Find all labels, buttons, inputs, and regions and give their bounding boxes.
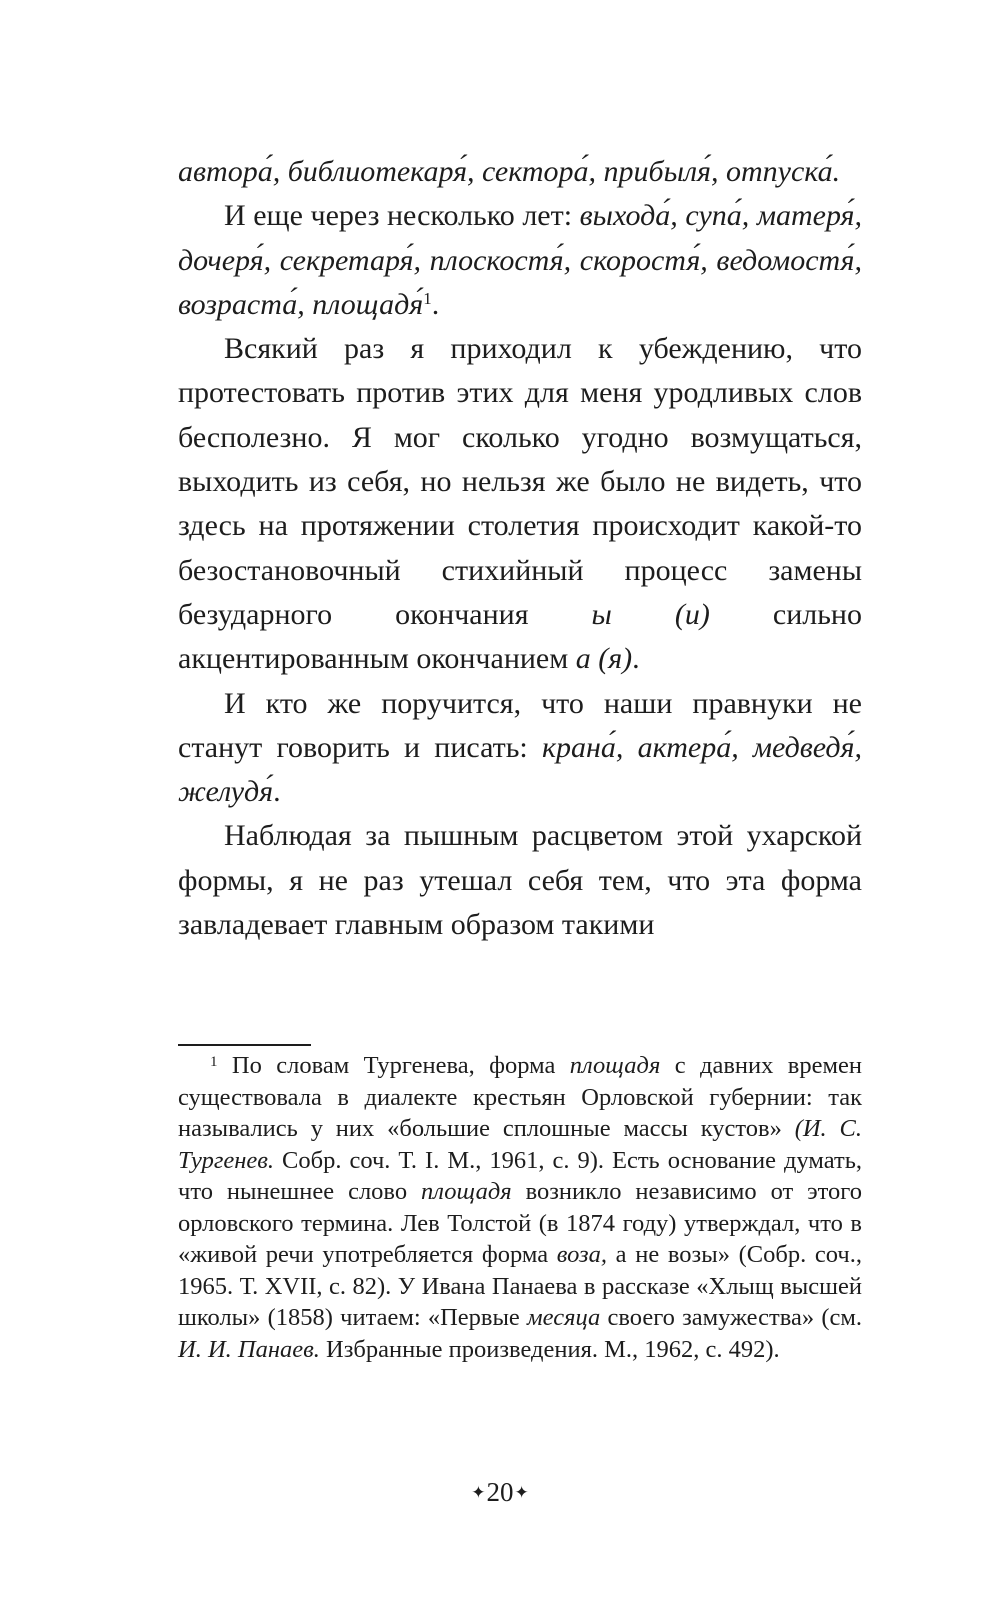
italic-words: автора́, библиотекаря́, сектора́, прибыля́, отпуска́. (178, 155, 841, 188)
footnote-divider (178, 1044, 311, 1046)
paragraph-1 (178, 150, 862, 194)
footnote-text: $^1$ По словам Тургенева, форма площадя с давних времен существовала в диалекте крестьян Орловской губернии: так назывались у них «большие сплошные массы кустов» (И. С. Тургенев. Собр. соч. Т. I. М., 1961, с. 9). Есть основание думать, что нынешнее слово площадя возникло независимо от этого орловского термина. Лев Толстой (в 1874 году) утверждал, что в «живой речи употребляется форма воза, а не возы» (Собр. соч., 1965. Т. XVII, с. 82). У Ивана Панаева в рассказе «Хлыщ высшей школы» (1858) читаем: «Первые месяца своего замужества» (см. И. И. Панаев. Избранные произведения. М., 1962, с. 492). (178, 1052, 862, 1363)
ornament-right-icon: ✦ (514, 1483, 529, 1502)
page-number-value: 20 (486, 1477, 514, 1507)
footnote (178, 1050, 862, 1365)
paragraph-5: Наблюдая за пышным расцветом этой ухарской формы, я не раз утешал себя тем, что эта форма завладевает главным образом такими (178, 819, 862, 942)
paragraph-2: И еще через несколько лет: выхода́, супа́, матеря́, дочеря́, секретаря́, плоскостя́, скоростя́, ведомостя́, возраста́, площадя́$^1$. (178, 199, 862, 321)
footnote-ref: 1 (423, 288, 432, 308)
paragraph-3: Всякий раз я приходил к убеждению, что протестовать против этих для меня уродливых слов бесполезно. Я мог сколько угодно возмущаться, выходить из себя, но нельзя же было не видеть, что здесь на протяжении столетия происходит какой-то безостановочный стихийный процесс замены безударного окончания ы (и) сильно акцентированным окончанием а (я). (178, 332, 862, 676)
footnote-number: 1 (210, 1054, 218, 1070)
paragraph-4: И кто же поручится, что наши правнуки не станут говорить и писать: крана́, актера́, медведя́, желудя́. (178, 686, 862, 809)
ornament-left-icon: ✦ (471, 1483, 486, 1502)
main-text (178, 150, 862, 947)
page-number (0, 1476, 1000, 1509)
